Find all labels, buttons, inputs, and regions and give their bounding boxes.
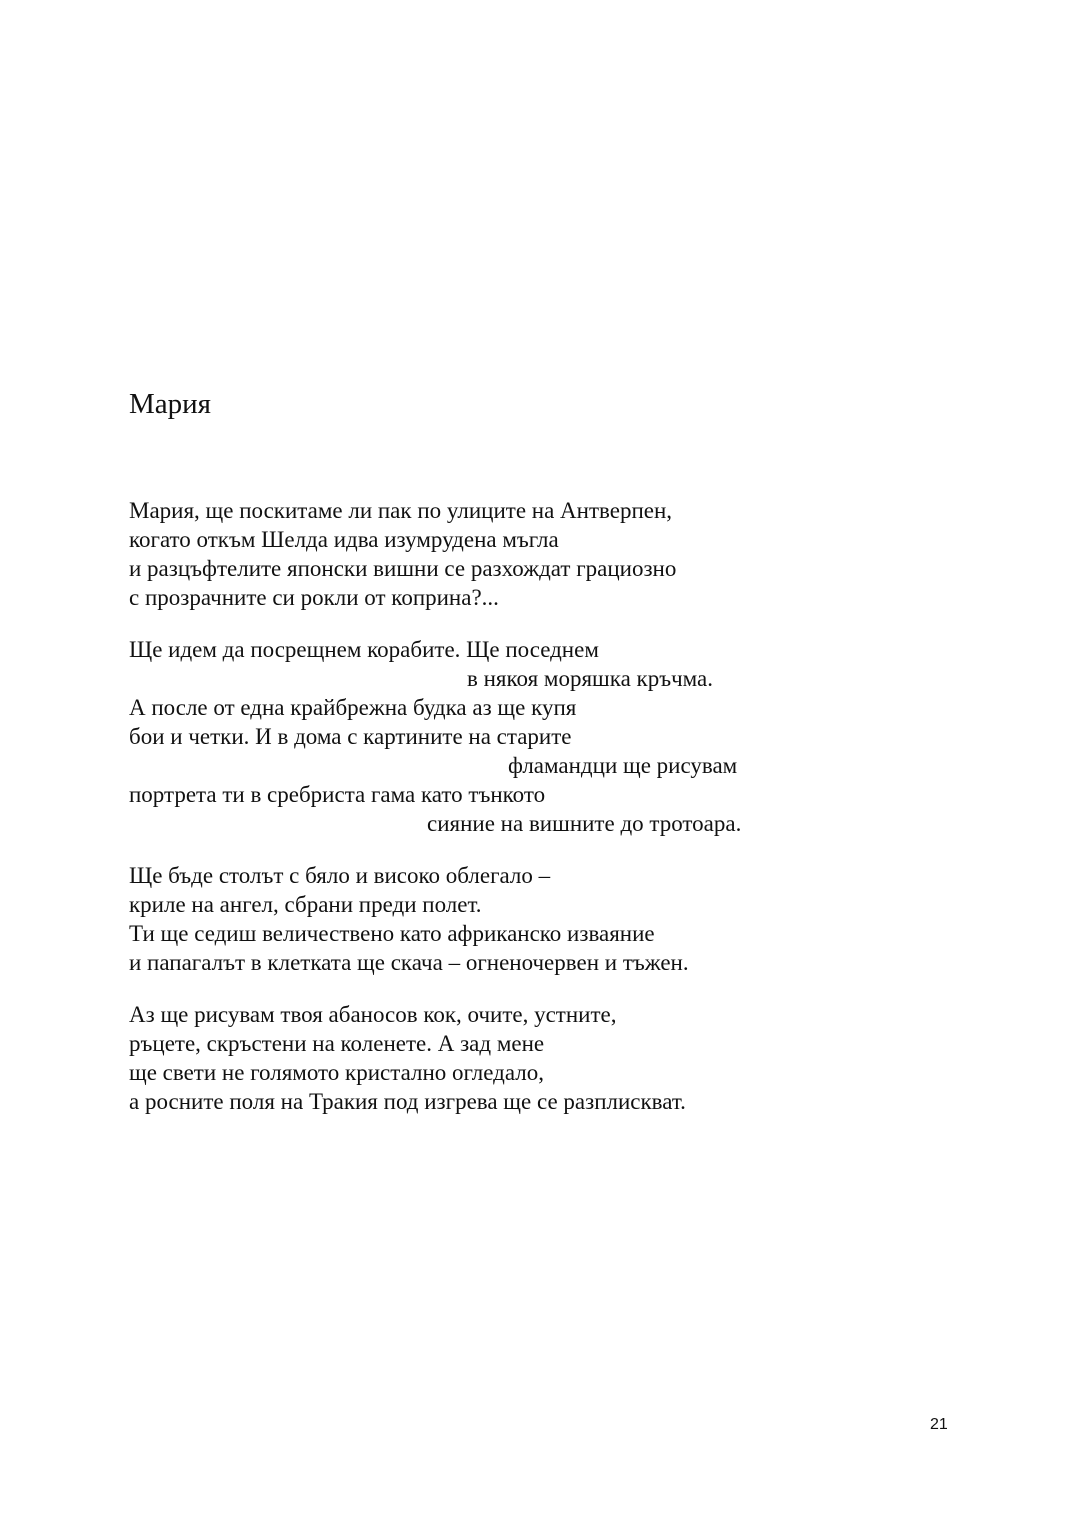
poem-line: с прозрачните си рокли от коприна?... [129,585,499,610]
poem-line: и разцъфтелите японски вишни се разхождат грациозно [129,556,677,581]
poem-line: когато откъм Шелда идва изумрудена мъгла [129,527,559,552]
page-number: 21 [930,1416,948,1433]
stanza-1 [129,496,849,612]
poem-line-indented: сияние на вишните до тротоара. [427,811,742,836]
poem-line: и папагалът в клетката ще скача – огненочервен и тъжен. [129,950,689,975]
stanza-2 [129,635,849,838]
poem-line: бои и четки. И в дома с картините на старите [129,724,572,749]
poem-line: ръцете, скръстени на коленете. А зад мене [129,1031,545,1056]
stanza-4 [129,1000,849,1116]
poem-line: Аз ще рисувам твоя абаносов кок, очите, устните, [129,1002,617,1027]
stanza-3 [129,861,849,977]
poem-line: А после от една крайбрежна будка аз ще купя [129,695,577,720]
poem-line-indented: в някоя моряшка кръчма. [467,666,714,691]
poem-line: криле на ангел, сбрани преди полет. [129,892,482,917]
poem-line: Ще идем да посрещнем корабите. Ще поседнем [129,637,599,662]
poem-body [129,496,849,1139]
poem-line: Ти ще седиш величествено като африканско изваяние [129,921,655,946]
poem-line: а росните поля на Тракия под изгрева ще се разплискват. [129,1089,686,1114]
poem-title: Мария [129,388,212,420]
poem-line: Ще бъде столът с бяло и високо облегало – [129,863,551,888]
poem-line: ще свети не голямото кристално огледало, [129,1060,545,1085]
poem-line: Мария, ще поскитаме ли пак по улиците на Антверпен, [129,498,673,523]
poem-line: портрета ти в сребриста гама като тънкото [129,782,546,807]
poem-line-indented: фламандци ще рисувам [508,753,738,778]
